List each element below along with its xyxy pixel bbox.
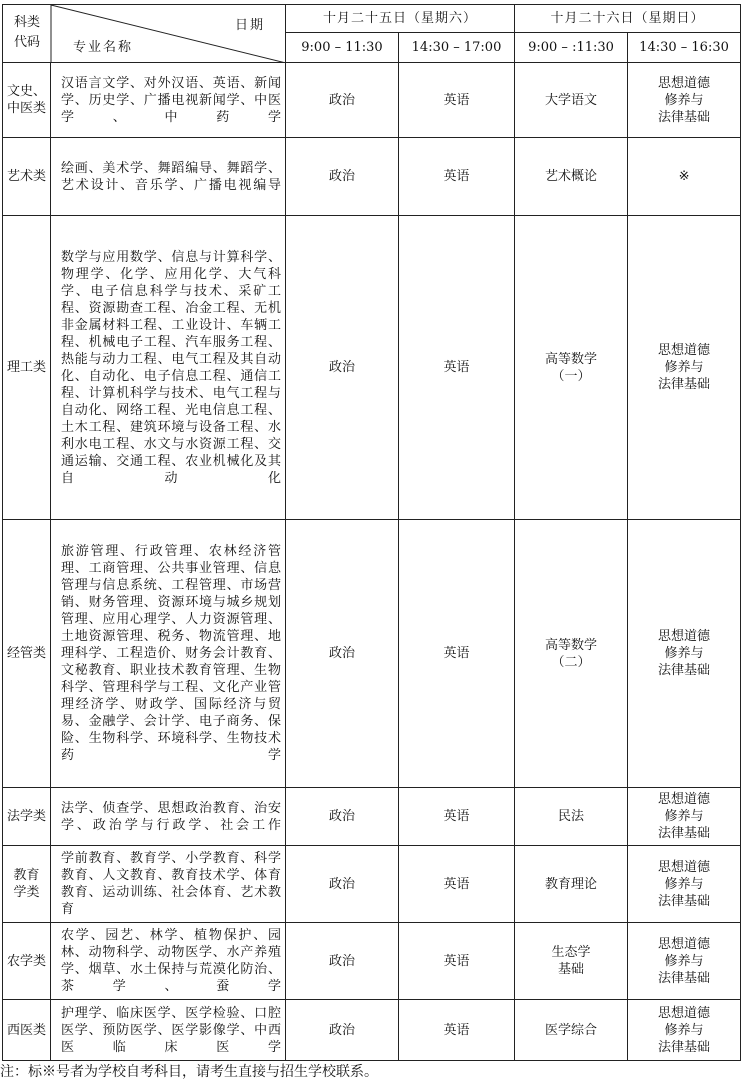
category-cell: 法学类 bbox=[3, 788, 51, 846]
subject-cell: 思想道德 修养与 法律基础 bbox=[628, 923, 741, 1000]
table-row bbox=[3, 63, 741, 138]
subject-cell: 政治 bbox=[286, 63, 399, 138]
subject-cell: 英语 bbox=[399, 788, 515, 846]
subject-cell: 英语 bbox=[399, 520, 515, 788]
subject-cell: 政治 bbox=[286, 846, 399, 923]
subject-cell: 思想道德 修养与 法律基础 bbox=[628, 788, 741, 846]
majors-cell: 数学与应用数学、信息与计算科学、物理学、化学、应用化学、大气科学、电子信息科学与技术、采矿工程、资源勘查工程、冶金工程、无机非金属材料工程、工业设计、车辆工程、机械电子工程、汽车服务工程、热能与动力工程、电气工程及其自动化、自动化、电子信息工程、通信工程、计算机科学与技术、电气工程与自动化、网络工程、光电信息工程、土木工程、建筑环境与设备工程、水利水电工程、水文与水资源工程、交通运输、交通工程、农业机械化及其自动化 bbox=[51, 216, 286, 520]
subject-cell: 英语 bbox=[399, 846, 515, 923]
slot-time-3: 9:00 – :11:30 bbox=[515, 33, 628, 63]
subject-cell: 民法 bbox=[515, 788, 628, 846]
subject-cell: 生态学 基础 bbox=[515, 923, 628, 1000]
slot-time-2: 14:30 – 17:00 bbox=[399, 33, 515, 63]
header-corner-cell bbox=[3, 5, 286, 63]
header-date-label: 日期 bbox=[234, 18, 265, 33]
subject-cell: 思想道德 修养与 法律基础 bbox=[628, 846, 741, 923]
subject-cell: 政治 bbox=[286, 216, 399, 520]
subject-cell: 教育理论 bbox=[515, 846, 628, 923]
subject-cell: 高等数学 （二） bbox=[515, 520, 628, 788]
header-day1: 十月二十五日（星期六） bbox=[286, 5, 515, 33]
category-cell: 文史、 中医类 bbox=[3, 63, 51, 138]
category-cell: 西医类 bbox=[3, 1000, 51, 1061]
table-row bbox=[3, 923, 741, 1000]
subject-cell: 艺术概论 bbox=[515, 138, 628, 216]
majors-cell: 护理学、临床医学、医学检验、口腔医学、预防医学、医学影像学、中西医临床医学 bbox=[51, 1000, 286, 1061]
majors-cell: 旅游管理、行政管理、农林经济管理、工商管理、公共事业管理、信息管理与信息系统、工程管理、市场营销、财务管理、资源环境与城乡规划管理、应用心理学、人力资源管理、土地资源管理、税务、物流管理、地理科学、工程造价、财务会计教育、文秘教育、职业技术教育管理、生物科学、管理科学与工程、文化产业管理经济学、财政学、国际经济与贸易、金融学、会计学、电子商务、保险、生物科学、环境科学、生物技术药学 bbox=[51, 520, 286, 788]
subject-cell: 政治 bbox=[286, 788, 399, 846]
subject-cell: 思想道德 修养与 法律基础 bbox=[628, 1000, 741, 1061]
category-cell: 教育 学类 bbox=[3, 846, 51, 923]
category-cell: 经管类 bbox=[3, 520, 51, 788]
schedule-container bbox=[2, 4, 741, 1061]
majors-cell: 汉语言文学、对外汉语、英语、新闻学、历史学、广播电视新闻学、中医学、中药学 bbox=[51, 63, 286, 138]
subject-cell: 大学语文 bbox=[515, 63, 628, 138]
subject-cell: 政治 bbox=[286, 1000, 399, 1061]
slot-time-1: 9:00 – 11:30 bbox=[286, 33, 399, 63]
subject-cell: 英语 bbox=[399, 923, 515, 1000]
header-category-code: 科类 代码 bbox=[13, 15, 40, 50]
subject-cell: 英语 bbox=[399, 138, 515, 216]
subject-cell: 政治 bbox=[286, 520, 399, 788]
table-row bbox=[3, 788, 741, 846]
subject-cell: 政治 bbox=[286, 923, 399, 1000]
header-major-label: 专业名称 bbox=[73, 40, 134, 55]
subject-cell: 思想道德 修养与 法律基础 bbox=[628, 520, 741, 788]
header-row-days bbox=[3, 5, 741, 33]
slot-time-4: 14:30 – 16:30 bbox=[628, 33, 741, 63]
subject-cell: 高等数学 （一） bbox=[515, 216, 628, 520]
majors-cell: 学前教育、教育学、小学教育、科学教育、人文教育、教育技术学、体育教育、运动训练、社会体育、艺术教育 bbox=[51, 846, 286, 923]
majors-cell: 绘画、美术学、舞蹈编导、舞蹈学、艺术设计、音乐学、广播电视编导 bbox=[51, 138, 286, 216]
subject-cell: ※ bbox=[628, 138, 741, 216]
category-cell: 理工类 bbox=[3, 216, 51, 520]
footnote: 注：标※号者为学校自考科目，请考生直接与招生学校联系。 bbox=[0, 1064, 378, 1080]
table-row bbox=[3, 1000, 741, 1061]
subject-cell: 医学综合 bbox=[515, 1000, 628, 1061]
majors-cell: 农学、园艺、林学、植物保护、园林、动物科学、动物医学、水产养殖学、烟草、水土保持与荒漠化防治、茶学、蚕学 bbox=[51, 923, 286, 1000]
exam-schedule-table bbox=[2, 4, 741, 1061]
header-day2: 十月二十六日（星期日） bbox=[515, 5, 741, 33]
table-row bbox=[3, 520, 741, 788]
majors-cell: 法学、侦查学、思想政治教育、治安学、政治学与行政学、社会工作 bbox=[51, 788, 286, 846]
subject-cell: 英语 bbox=[399, 216, 515, 520]
table-row bbox=[3, 846, 741, 923]
category-cell: 艺术类 bbox=[3, 138, 51, 216]
category-cell: 农学类 bbox=[3, 923, 51, 1000]
subject-cell: 思想道德 修养与 法律基础 bbox=[628, 63, 741, 138]
subject-cell: 政治 bbox=[286, 138, 399, 216]
subject-cell: 英语 bbox=[399, 63, 515, 138]
table-row bbox=[3, 216, 741, 520]
subject-cell: 思想道德 修养与 法律基础 bbox=[628, 216, 741, 520]
subject-cell: 英语 bbox=[399, 1000, 515, 1061]
table-row bbox=[3, 138, 741, 216]
